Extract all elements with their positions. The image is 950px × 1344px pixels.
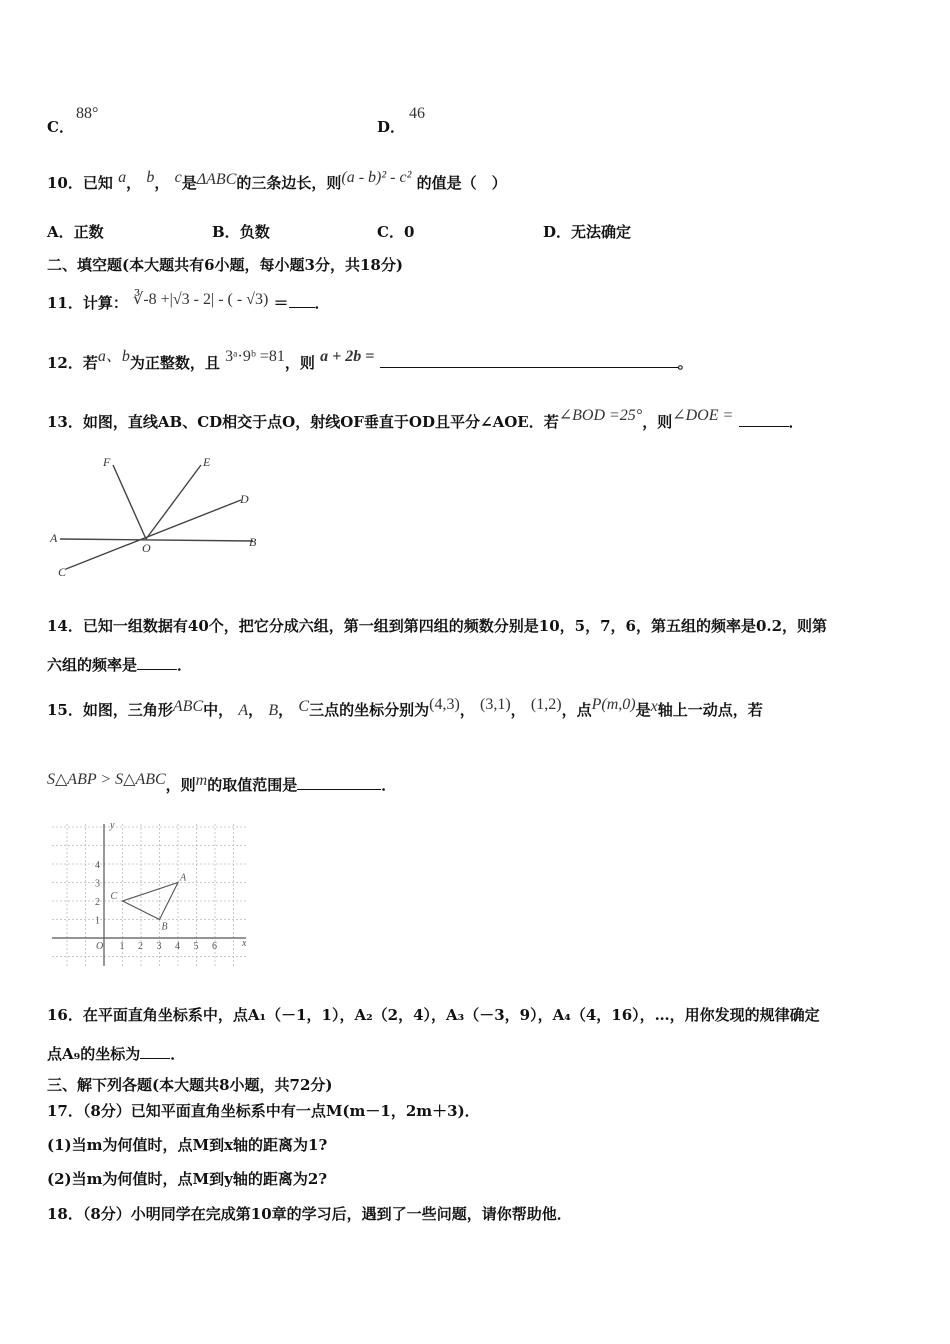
question-number: 10． (47, 174, 83, 192)
text: 点A₉的坐标为 (47, 1045, 141, 1063)
option-label: C． (47, 118, 74, 136)
q17-line1: 17．（8分）已知平面直角坐标系中有一点M(m－1，2m＋3)． (47, 1102, 480, 1120)
section3-title: 三、解下列各题(本大题共8小题，共72分) (47, 1076, 333, 1094)
text: 的值是（ ） (416, 174, 507, 192)
y-tick-label: 3 (95, 878, 100, 890)
area-condition: S△ABP > S△ABC (47, 771, 166, 788)
var-c: c (174, 169, 182, 186)
point-b: B (268, 702, 279, 719)
x-tick-label: 1 (119, 941, 125, 952)
point-label-c: C (110, 891, 118, 902)
text: ，则 (284, 354, 315, 372)
text: ． (170, 1045, 186, 1063)
option-label: A． (47, 223, 74, 241)
text: 计算： (82, 294, 128, 312)
q9-option-d-value: 46 (409, 105, 425, 122)
question-number: 16． (47, 1006, 83, 1024)
x-tick-label: 3 (156, 941, 162, 952)
label-a: A (50, 531, 58, 545)
y-axis-label: y (110, 820, 115, 831)
label-b: B (249, 535, 257, 549)
q12-line (47, 348, 693, 373)
text: 三点的坐标分别为 (309, 701, 430, 719)
text: 已知 (82, 174, 113, 192)
text: ． (788, 413, 804, 431)
q10-line: 10．已知 a， b， c是ΔABC的三条边长，则(a - b)² - c² 的值是（ ） (47, 169, 507, 192)
answer-blank[interactable] (137, 654, 177, 670)
option-label: D． (543, 223, 572, 241)
line-cd (66, 500, 241, 569)
text: 如图，直线AB、CD相交于点O，射线OF垂直于OD且平分∠AOE．若 (82, 413, 559, 431)
q10-option-d (543, 221, 631, 242)
q10-option-a (47, 221, 104, 242)
coord-c: (1,2) (530, 696, 562, 713)
text: 。 (677, 354, 693, 372)
q13-figure (48, 450, 273, 580)
option-text: 无法确定 (571, 223, 632, 241)
q16-line2 (47, 1043, 185, 1063)
q15-figure (48, 818, 250, 970)
triangle-abc: ABC (172, 698, 204, 715)
text: ，则 (642, 413, 673, 431)
question-number: 13． (47, 413, 83, 431)
q9-option-d (377, 116, 405, 137)
origin-label: O (96, 941, 104, 952)
condition: 3ᵃ·9ᵇ =81 (225, 348, 285, 365)
q10-option-b (212, 221, 270, 242)
text: ＝ (273, 294, 289, 312)
text: 六组的频率是 (47, 656, 138, 674)
text: 是 (181, 174, 197, 192)
label-o: O (142, 541, 151, 555)
label-e: E (203, 455, 211, 469)
text: ． (381, 776, 397, 794)
var-a: a (118, 169, 127, 186)
triangle-abc: ΔABC (196, 171, 237, 188)
text: ，则 (165, 776, 196, 794)
text: ． (177, 656, 193, 674)
q10-option-c (377, 221, 414, 242)
ray-of (113, 465, 146, 539)
text: 在平面直角坐标系中，点A₁（－1，1），A₂（2，4），A₃（－3，9），A₄（4，16），…，用你发现的规律确定 (82, 1006, 820, 1024)
text: 若 (82, 354, 98, 372)
label-f: F (103, 455, 111, 469)
option-label: C． (377, 223, 404, 241)
answer-blank[interactable] (739, 411, 789, 427)
text: 是 (635, 701, 651, 719)
question-number: 11． (47, 294, 83, 312)
question-number: 14． (47, 617, 83, 635)
text: ，点 (561, 701, 592, 719)
text: 的三条边长，则 (236, 174, 342, 192)
q16-line1 (47, 1006, 820, 1024)
text: 如图，三角形 (82, 701, 173, 719)
text: 中， (203, 701, 234, 719)
point-a: A (238, 702, 249, 719)
expression: ∛-8 +|√3 - 2| - ( - √3) (133, 291, 269, 308)
vars: a、b (97, 348, 130, 365)
var-m: m (195, 772, 208, 789)
question-number: 15． (47, 701, 83, 719)
x-axis-label: x (242, 938, 247, 949)
y-tick-label: 2 (95, 897, 100, 908)
option-label: B． (212, 223, 240, 241)
q11-line: 11．计算： ∛-8 +|√3 - 2| - ( - √3) ＝ ． (47, 291, 330, 312)
text: 为正整数，且 (129, 354, 220, 372)
option-text: 正数 (73, 223, 104, 241)
y-tick-label: 1 (95, 915, 100, 927)
section2-title: 二、填空题(本大题共有6小题，每小题3分，共18分) (47, 256, 403, 274)
var-b: b (146, 169, 155, 186)
x-tick-label: 2 (138, 941, 143, 952)
point-p: P(m,0) (591, 696, 636, 713)
var-x: x (650, 698, 658, 715)
option-text: 0 (403, 223, 415, 241)
x-tick-label: 5 (193, 941, 199, 952)
option-label: D． (377, 118, 406, 136)
q14-line2 (47, 654, 192, 674)
label-d: D (240, 492, 249, 506)
given-angle: ∠BOD =25° (558, 407, 643, 424)
ray-oe (146, 465, 201, 539)
q17-line2: (1)当m为何值时，点M到x轴的距离为1? (47, 1136, 328, 1154)
q15-line1: 15．如图，三角形ABC中， A， B， C三点的坐标分别为(4,3)， (3,1)， (1,2)，点P(m,0)是x轴上一动点，若 (47, 696, 763, 719)
target-angle: ∠DOE = (672, 407, 734, 424)
answer-blank[interactable] (297, 774, 381, 790)
option-text: 负数 (239, 223, 270, 241)
q18-line1: 18．（8分）小明同学在完成第10章的学习后，遇到了一些问题，请你帮助他． (47, 1205, 572, 1223)
point-c: C (298, 698, 310, 715)
point-label-a: A (180, 872, 187, 884)
y-tick-label: 4 (95, 860, 100, 871)
expression: (a - b)² - c² (341, 169, 412, 186)
text: 轴上一动点，若 (657, 701, 763, 719)
target-expression: a + 2b = (320, 348, 375, 365)
x-tick-label: 4 (175, 941, 180, 952)
coord-a: (4,3) (429, 696, 460, 713)
answer-blank[interactable] (289, 292, 315, 308)
q9-option-c (47, 116, 74, 137)
coord-b: (3,1) (480, 696, 511, 713)
text: 的取值范围是 (207, 776, 298, 794)
q15-line2 (47, 771, 397, 795)
x-tick-label: 6 (212, 941, 217, 952)
answer-blank[interactable] (380, 352, 678, 368)
line-ab (60, 539, 253, 541)
point-label-b: B (161, 921, 168, 933)
question-number: 12． (47, 354, 83, 372)
answer-blank[interactable] (140, 1043, 170, 1059)
q13-line (47, 407, 804, 432)
q9-option-c-value: 88° (76, 105, 99, 122)
text: 已知一组数据有40个，把它分成六组，第一组到第四组的频数分别是10，5，7，6，第五组的频率是0.2，则第 (82, 617, 828, 635)
q17-line3: (2)当m为何值时，点M到y轴的距离为2? (47, 1170, 328, 1188)
q14-line1 (47, 617, 827, 635)
label-c: C (58, 565, 67, 579)
